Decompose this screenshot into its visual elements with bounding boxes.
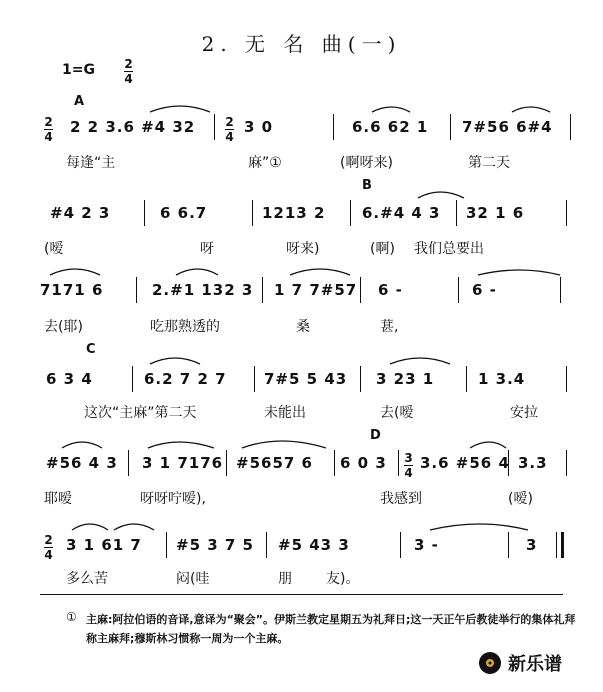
lyric: (嗳) [508,491,533,507]
lyric: (啊呀来) [340,155,393,171]
lyric: 耶嗳 [44,491,72,507]
measure: 3 1 61 7 [66,536,142,554]
measure: 1213 2 [262,204,326,222]
lyric: 呀 [200,241,214,257]
lyric: 我感到 [380,491,422,507]
measure: 3 0 [244,118,274,136]
measure: 7#56 6#4 [462,118,553,136]
rehearsal-mark-d: D [370,428,381,443]
measure: 3 - [414,536,439,554]
measure: #5657 6 [236,454,313,472]
lyric: 未能出 [264,405,306,421]
measure: 6 0 3 [340,454,387,472]
measure: 6.6 62 1 [352,118,429,136]
lyric: 吃那熟透的 [150,319,220,335]
measure: 3 [526,536,538,554]
lyric: 去(耶) [44,319,83,335]
system-1-time-sig: 2 4 [44,115,53,144]
system-6-time-sig: 2 4 [44,533,53,562]
lyric: 朋 [278,571,292,587]
time-sig-numerator: 2 [124,57,133,71]
logo-text: 新乐谱 [508,654,562,675]
measure: 2.#1 132 3 [152,281,254,299]
measure: 7171 6 [40,281,104,299]
lyric: 去(嗳 [380,405,414,421]
measure: 3.6 #56 4 [420,454,510,472]
song-title: 2. 无 名 曲(一) [201,32,402,56]
lyric: 友)。 [326,571,360,587]
lyric: 呀来) [286,241,320,257]
measure: #5 3 7 5 [176,536,254,554]
measure-time-sig: 3 4 [404,451,413,480]
measure: 6 - [378,281,403,299]
rehearsal-mark-b: B [362,178,372,193]
measure: 7#5 5 43 [264,370,348,388]
lyric: 第二天 [468,155,510,171]
lyric: (啊) [370,241,395,257]
measure: #56 4 3 [46,454,118,472]
footnote-text: 主麻:阿拉伯语的音译,意译为“聚会”。伊斯兰教定星期五为礼拜日;这一天正午后教徒举行的集体礼拜称主麻拜;穆斯林习惯称一周为一个主麻。 [86,613,576,645]
measure: 32 1 6 [466,204,525,222]
measure: 1 7 7#57 [274,281,358,299]
footnote-divider [40,594,563,595]
measure: 6.#4 4 3 [362,204,441,222]
key-signature: 1=G [62,62,95,78]
measure: 6 - [472,281,497,299]
lyric: 麻”① [248,155,282,171]
lyric: 多么苦 [66,571,108,587]
lyric: 这次“主麻”第二天 [84,405,197,421]
measure-time-sig: 2 4 [225,115,234,144]
measure: 6.2 7 2 7 [144,370,227,388]
lyric: 闷(哇 [176,571,210,587]
lyric: 我们总要出 [414,241,484,257]
lyric: (嗳 [44,241,64,257]
measure: 3 1 7176 [142,454,224,472]
rehearsal-mark-c: C [86,342,96,357]
lyric: 呀呀咛嗳), [140,491,206,507]
measure: #5 43 3 [278,536,350,554]
measure: 1 3.4 [478,370,526,388]
measure: 6 3 4 [46,370,93,388]
rehearsal-mark-a: A [74,94,85,109]
measure: 6 6.7 [160,204,208,222]
measure: #4 2 3 [50,204,111,222]
lyric: 每逢“主 [66,155,116,171]
lyric: 葚, [380,319,399,335]
music-disc-icon [478,651,502,675]
measure: 3.3 [518,454,548,472]
measure: 2 2 3.6 #4 32 [70,118,196,136]
lyric: 桑 [296,319,310,335]
footnote-mark: ① [66,610,77,624]
lyric: 安拉 [510,405,538,421]
site-logo[interactable] [478,650,562,676]
measure: 3 23 1 [376,370,435,388]
time-sig-denominator: 4 [124,72,133,86]
